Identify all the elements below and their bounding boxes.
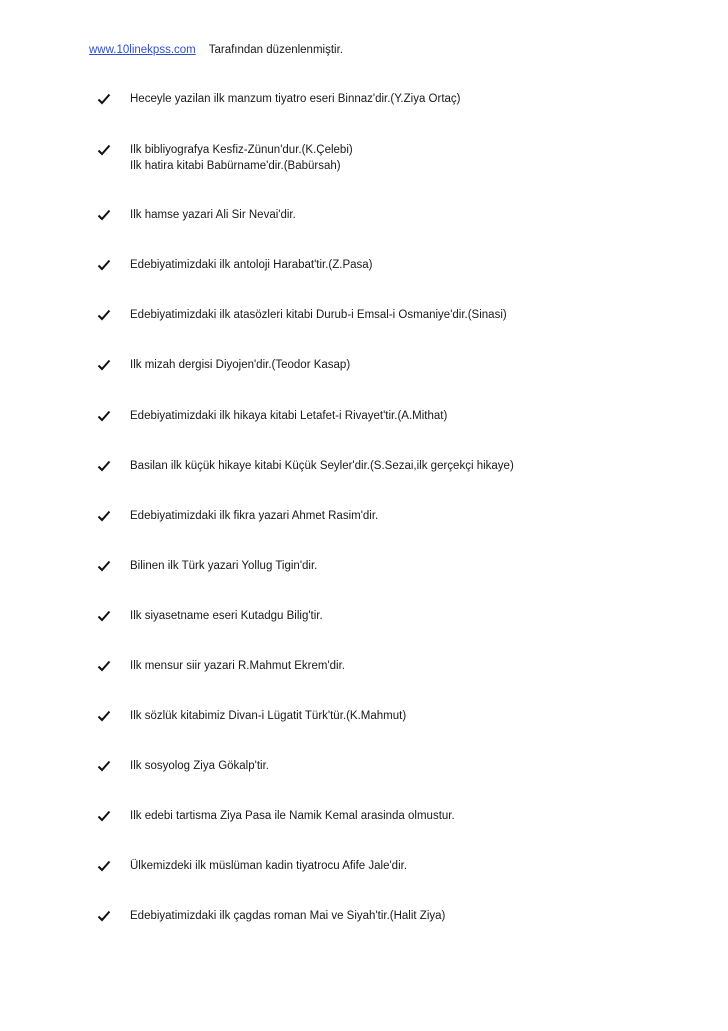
list-item xyxy=(97,408,447,424)
list-item-text: Edebiyatimizdaki ilk hikaya kitabi Letafet-i Rivayet'tir.(A.Mithat) xyxy=(130,410,448,422)
checkmark-icon xyxy=(97,207,111,223)
checkmark-icon xyxy=(97,808,111,824)
list-item-text: Ülkemizdeki ilk müslüman kadin tiyatrocu Afife Jale'dir. xyxy=(130,860,408,872)
checkmark-icon xyxy=(97,708,111,724)
list-item-text: Ilk sosyolog Ziya Gökalp'tir. xyxy=(130,760,269,772)
list-item-text: Ilk edebi tartisma Ziya Pasa ile Namik Kemal arasinda olmustur. xyxy=(130,810,455,822)
site-link[interactable]: www.10linekpss.com xyxy=(89,44,196,56)
list-item xyxy=(97,808,455,824)
list-item xyxy=(97,508,378,524)
header-credit: Tarafından düzenlenmiştir. xyxy=(208,44,343,56)
list-item-text: Ilk hatira kitabi Babürname'dir.(Babürsah) xyxy=(130,160,341,172)
list-item-text: Ilk bibliyografya Kesfiz-Zünun'dur.(K.Çelebi) xyxy=(130,144,353,156)
list-item xyxy=(97,257,373,273)
list-item-text: Ilk mensur siir yazari R.Mahmut Ekrem'dir. xyxy=(130,660,345,672)
list-item-text: Ilk hamse yazari Ali Sir Nevai'dir. xyxy=(130,209,296,221)
page-header xyxy=(89,43,343,57)
list-item-text: Basilan ilk küçük hikaye kitabi Küçük Seyler'dir.(S.Sezai,ilk gerçekçi hikaye) xyxy=(130,460,514,472)
list-item xyxy=(97,608,323,624)
checkmark-icon xyxy=(97,408,111,424)
list-item xyxy=(97,458,514,474)
list-item xyxy=(97,142,353,174)
checkmark-icon xyxy=(97,858,111,874)
checkmark-icon xyxy=(97,257,111,273)
list-item-text: Edebiyatimizdaki ilk atasözleri kitabi Durub-i Emsal-i Osmaniye'dir.(Sinasi) xyxy=(130,309,507,321)
list-item xyxy=(97,357,350,373)
checkmark-icon xyxy=(97,658,111,674)
checkmark-icon xyxy=(97,908,111,924)
checkmark-icon xyxy=(97,307,111,323)
list-item-text: Edebiyatimizdaki ilk çagdas roman Mai ve Siyah'tir.(Halit Ziya) xyxy=(130,910,446,922)
checkmark-icon xyxy=(97,608,111,624)
checkmark-icon xyxy=(97,508,111,524)
list-item xyxy=(97,207,296,223)
list-item xyxy=(97,708,406,724)
list-item xyxy=(97,307,507,323)
checkmark-icon xyxy=(97,357,111,373)
list-item-text: Ilk siyasetname eseri Kutadgu Bilig'tir. xyxy=(130,610,323,622)
list-item xyxy=(97,91,461,107)
checkmark-icon xyxy=(97,142,111,158)
checkmark-icon xyxy=(97,558,111,574)
list-item-text: Ilk sözlük kitabimiz Divan-i Lügatit Türk'tür.(K.Mahmut) xyxy=(130,710,407,722)
list-item xyxy=(97,908,445,924)
checkmark-icon xyxy=(97,91,111,107)
list-item-text: Bilinen ilk Türk yazari Yollug Tigin'dir. xyxy=(130,560,318,572)
list-item xyxy=(97,858,407,874)
checkmark-icon xyxy=(97,758,111,774)
list-item-text: Ilk mizah dergisi Diyojen'dir.(Teodor Kasap) xyxy=(130,359,351,371)
list-item-text: Edebiyatimizdaki ilk fikra yazari Ahmet Rasim'dir. xyxy=(130,510,379,522)
list-item-text: Heceyle yazilan ilk manzum tiyatro eseri Binnaz'dir.(Y.Ziya Ortaç) xyxy=(130,93,461,105)
list-item xyxy=(97,758,269,774)
checkmark-icon xyxy=(97,458,111,474)
list-item xyxy=(97,558,317,574)
list-item-text: Edebiyatimizdaki ilk antoloji Harabat'tir.(Z.Pasa) xyxy=(130,259,373,271)
list-item xyxy=(97,658,345,674)
